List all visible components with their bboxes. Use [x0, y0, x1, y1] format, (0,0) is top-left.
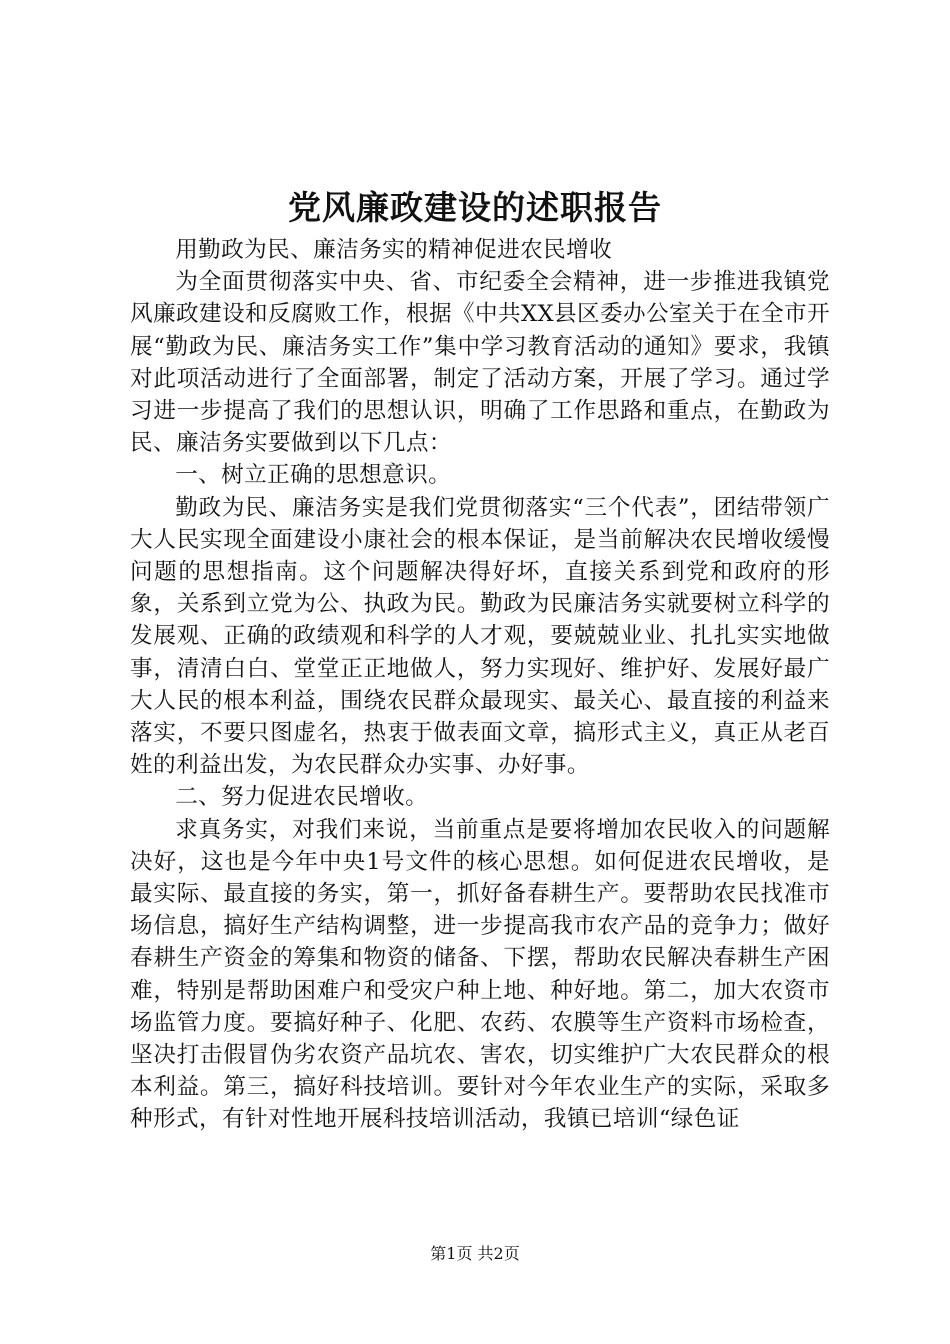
section-heading-1: 一、树立正确的思想意识。: [175, 462, 452, 489]
page-number-footer: 第1页 共2页: [430, 1244, 520, 1263]
section-1-paragraph: 勤政为民、廉洁务实是我们党贯彻落实“三个代表”，团结带领广大人民实现全面建设小康社会的根本保证，是当前解决农民增收缓慢问题的思想指南。这个问题解决得好坏，直接关系到党和政府的形象，关系到立党为公、执政为民。勤政为民廉洁务实就要树立科学的发展观、正确的政绩观和科学的人才观，要兢兢业业、扎扎实实地做事，清清白白、堂堂正正地做人，努力实现好、维护好、发展好最广大人民的根本利益，围绕农民群众最现实、最关心、最直接的利益来落实，不要只图虚名，热衷于做表面文章，搞形式主义，真正从老百姓的利益出发，为农民群众办实事、办好事。: [130, 494, 830, 779]
subtitle-paragraph: 用勤政为民、廉洁务实的精神促进农民增收: [175, 237, 613, 263]
document-title: 党风廉政建设的述职报告: [288, 188, 662, 227]
section-heading-2: 二、努力促进农民增收。: [175, 784, 429, 811]
intro-paragraph: 为全面贯彻落实中央、省、市纪委全会精神，进一步推进我镇党风廉政建设和反腐败工作，根据《中共XX县区委办公室关于在全市开展“勤政为民、廉洁务实工作”集中学习教育活动的通知》要求，我镇对此项活动进行了全面部署，制定了活动方案，开展了学习。通过学习进一步提高了我们的思想认识，明确了工作思路和重点，在勤政为民、廉洁务实要做到以下几点：: [130, 269, 830, 457]
document-body: [130, 234, 830, 1136]
section-2-paragraph: 求真务实，对我们来说，当前重点是要将增加农民收入的问题解决好，这也是今年中央1号文件的核心思想。如何促进农民增收，是最实际、最直接的务实，第一，抓好备春耕生产。要帮助农民找准市场信息，搞好生产结构调整，进一步提高我市农产品的竞争力；做好春耕生产资金的筹集和物资的储备、下摆，帮助农民解决春耕生产困难，特别是帮助困难户和受灾户种上地、种好地。第二，加大农资市场监管力度。要搞好种子、化肥、农药、农膜等生产资料市场检查，坚决打击假冒伪劣农资产品坑农、害农，切实维护广大农民群众的根本利益。第三，搞好科技培训。要针对今年农业生产的实际，采取多种形式，有针对性地开展科技培训活动，我镇已培训“绿色证: [130, 816, 830, 1133]
